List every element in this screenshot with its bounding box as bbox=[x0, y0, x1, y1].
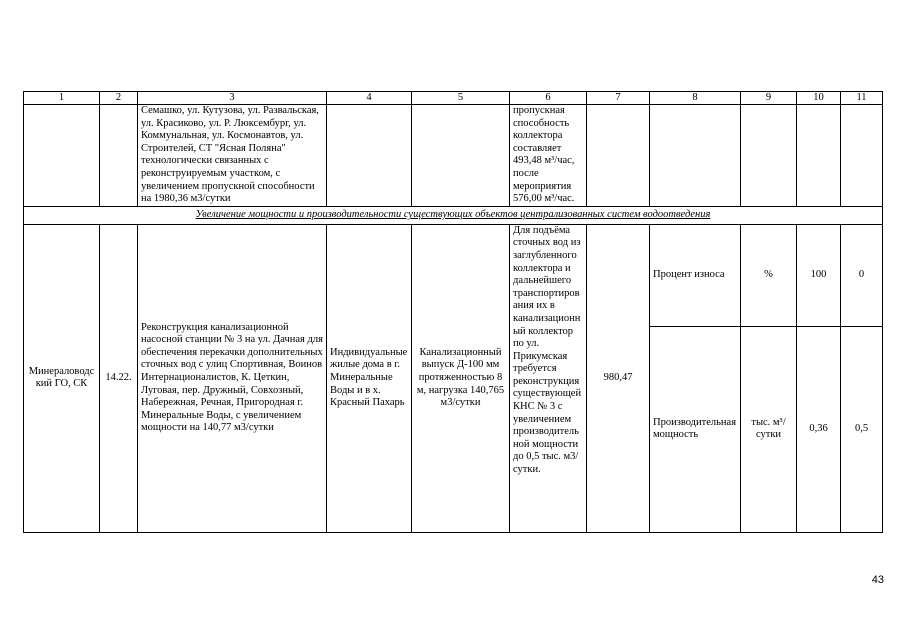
column-number: 11 bbox=[841, 92, 883, 105]
column-number: 4 bbox=[327, 92, 412, 105]
indicator-name-cell: Процент износа bbox=[650, 224, 741, 326]
indicator-before-cell: 0,36 bbox=[797, 326, 841, 532]
column-number: 3 bbox=[138, 92, 327, 105]
column-number: 1 bbox=[24, 92, 100, 105]
continuation-row bbox=[24, 105, 883, 207]
column-number: 8 bbox=[650, 92, 741, 105]
section-title: Увеличение мощности и производительности существующих объектов централизованных систем водоотведения bbox=[24, 206, 883, 224]
consumers-cell: Индивидуальные жилые дома в г. Минеральные Воды и в х. Красный Пахарь bbox=[327, 224, 412, 532]
justification-cell: Для подъёма сточных вод из заглубленного коллектора и дальнейшего транспортирования их в канализационный коллектор по ул. Прикумская требуется реконструкция существующей КНС № 3 с увеличением производительной мощности до 0,5 тыс. м3/сутки. bbox=[510, 224, 587, 532]
column-number: 9 bbox=[741, 92, 797, 105]
indicator-name-cell: Производительная мощность bbox=[650, 326, 741, 532]
continuation-streets-text: Семашко, ул. Кутузова, ул. Развальская, ул. Красиково, ул. Р. Люксембург, ул. Коммунальная, ул. Космонавтов, ул. Строителей, СТ "Ясная Поляна" технологически связанных с реконструируемым участком, с увеличением пропускной способности на 1980,36 м3/сутки bbox=[138, 105, 327, 207]
entry-row bbox=[24, 224, 883, 326]
project-name-cell: Реконструкция канализационной насосной станции № 3 на ул. Дачная для обеспечения перекачки дополнительных сточных вод с улиц Спортивная, Воинов Интернационалистов, К. Цеткин, Луговая, пер. Дружный, Совхозный, Набережная, Речная, Пригородная г. Минеральные Воды, с увеличением мощности на 140,77 м3/сутки bbox=[138, 224, 327, 532]
table-cell bbox=[587, 105, 650, 207]
table-cell bbox=[741, 105, 797, 207]
column-number: 5 bbox=[412, 92, 510, 105]
section-row bbox=[24, 206, 883, 224]
column-number: 6 bbox=[510, 92, 587, 105]
cost-cell: 980,47 bbox=[587, 224, 650, 532]
main-table bbox=[23, 91, 883, 533]
table-cell bbox=[412, 105, 510, 207]
continuation-capacity-text: пропускная способность коллектора составляет 493,48 м³/час, после мероприятия 576,00 м³/час. bbox=[510, 105, 587, 207]
column-number: 7 bbox=[587, 92, 650, 105]
column-number: 2 bbox=[100, 92, 138, 105]
indicator-unit-cell: тыс. м³/сутки bbox=[741, 326, 797, 532]
table-cell bbox=[650, 105, 741, 207]
indicator-unit-cell: % bbox=[741, 224, 797, 326]
indicator-after-cell: 0 bbox=[841, 224, 883, 326]
entry-number-cell: 14.22. bbox=[100, 224, 138, 532]
municipality-cell: Минераловодский ГО, СК bbox=[24, 224, 100, 532]
table-cell bbox=[100, 105, 138, 207]
table-cell bbox=[841, 105, 883, 207]
table-cell bbox=[797, 105, 841, 207]
indicator-after-cell: 0,5 bbox=[841, 326, 883, 532]
indicator-before-cell: 100 bbox=[797, 224, 841, 326]
column-number-row bbox=[24, 92, 883, 105]
characteristics-cell: Канализационный выпуск Д-100 мм протяженностью 8 м, нагрузка 140,765 м3/сутки bbox=[412, 224, 510, 532]
table-cell bbox=[24, 105, 100, 207]
table-cell bbox=[327, 105, 412, 207]
page-number: 43 bbox=[871, 574, 884, 586]
column-number: 10 bbox=[797, 92, 841, 105]
